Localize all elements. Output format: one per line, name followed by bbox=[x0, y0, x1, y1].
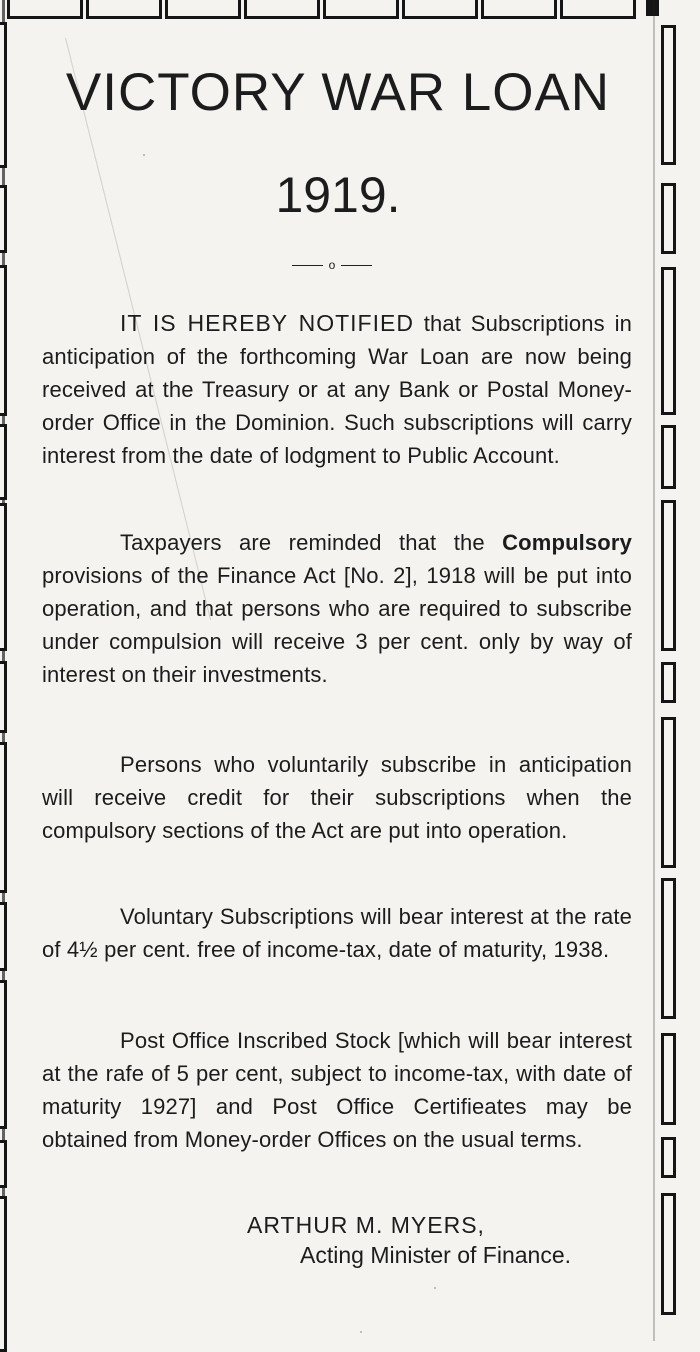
notice-paragraph-text: Taxpayers are reminded that the bbox=[120, 530, 503, 555]
border-box bbox=[402, 0, 478, 19]
left-border-box bbox=[0, 424, 7, 500]
right-border-box bbox=[661, 1193, 676, 1315]
right-border-box bbox=[661, 1033, 676, 1125]
print-speck bbox=[360, 1331, 362, 1333]
notice-title: VICTORY WAR LOAN bbox=[65, 63, 611, 122]
right-border-box bbox=[661, 183, 676, 254]
border-box bbox=[7, 0, 83, 19]
notice-paragraph-text: provisions of the Finance Act [No. 2], 1918 will be put into operation, and that persons who are required to subscribe under compulsion will receive 3 per cent. only by way of interest on their investments. bbox=[42, 563, 632, 687]
title-divider-ornament: o bbox=[292, 259, 372, 273]
notice-paragraph-voluntary-credit: Persons who voluntarily subscribe in anticipation will receive credit for their subscriptions when the compulsory sections of the Act are put into operation. bbox=[42, 752, 632, 843]
compulsory-emphasis: Compulsory bbox=[502, 530, 632, 555]
notice-paragraph-voluntary-interest bbox=[42, 900, 632, 966]
left-border-box bbox=[0, 742, 7, 893]
left-border-box bbox=[0, 1140, 7, 1188]
notice-year: 1919. bbox=[275, 167, 401, 223]
right-border-box bbox=[661, 878, 676, 1019]
left-border-box bbox=[0, 661, 7, 733]
interest-rate: 4½ bbox=[66, 937, 98, 962]
notice-paragraph-text: per cent. free of income-tax, date of maturity, 1938. bbox=[97, 937, 610, 962]
left-border-box bbox=[0, 902, 7, 971]
right-border-box bbox=[661, 267, 676, 415]
right-border-box bbox=[661, 662, 676, 703]
notice-paragraph-compulsory bbox=[42, 526, 632, 691]
print-speck bbox=[143, 154, 145, 156]
left-border-box bbox=[0, 980, 7, 1129]
signatory-title: Acting Minister of Finance. bbox=[300, 1242, 572, 1268]
border-box bbox=[244, 0, 320, 19]
notice-paragraph-text: that Subscriptions in anticipation of the forthcoming War Loan are now being received at the Treasury or at any Bank or Postal Money-order Office in the Dominion. Such subscriptions will carry interest from the date of lodgment to Public Account. bbox=[42, 311, 632, 468]
notice-paragraph-post-office: Post Office Inscribed Stock [which will bear interest at the rafe of 5 per cent, subject to income-tax, with date of maturity 1927] and Post Office Certifieates may be obtained from Money-order Offices on the usual terms. bbox=[42, 1028, 632, 1152]
border-box bbox=[86, 0, 162, 19]
left-border-box bbox=[0, 1196, 7, 1352]
right-border-box bbox=[661, 717, 676, 868]
left-border-box bbox=[0, 185, 7, 253]
notice-paragraph-text: Voluntary Subscriptions will bear interest at the rate of bbox=[42, 904, 632, 962]
notice-lead-caps: IT IS HEREBY NOTIFIED bbox=[120, 310, 414, 336]
right-border-box bbox=[661, 500, 676, 651]
right-border-box bbox=[661, 425, 676, 489]
left-border-box bbox=[0, 265, 7, 416]
left-border-box bbox=[0, 22, 7, 168]
border-box bbox=[481, 0, 557, 19]
border-box bbox=[165, 0, 241, 19]
right-border-box bbox=[661, 25, 676, 165]
signatory-name: ARTHUR M. MYERS, bbox=[247, 1212, 485, 1238]
print-speck bbox=[434, 1287, 436, 1289]
top-border bbox=[0, 0, 700, 22]
right-border-rule bbox=[653, 0, 655, 1341]
left-border-box bbox=[0, 503, 7, 651]
border-box bbox=[560, 0, 636, 19]
right-border-box bbox=[661, 1137, 676, 1178]
border-box bbox=[323, 0, 399, 19]
notice-paragraph-subscriptions bbox=[42, 307, 632, 472]
